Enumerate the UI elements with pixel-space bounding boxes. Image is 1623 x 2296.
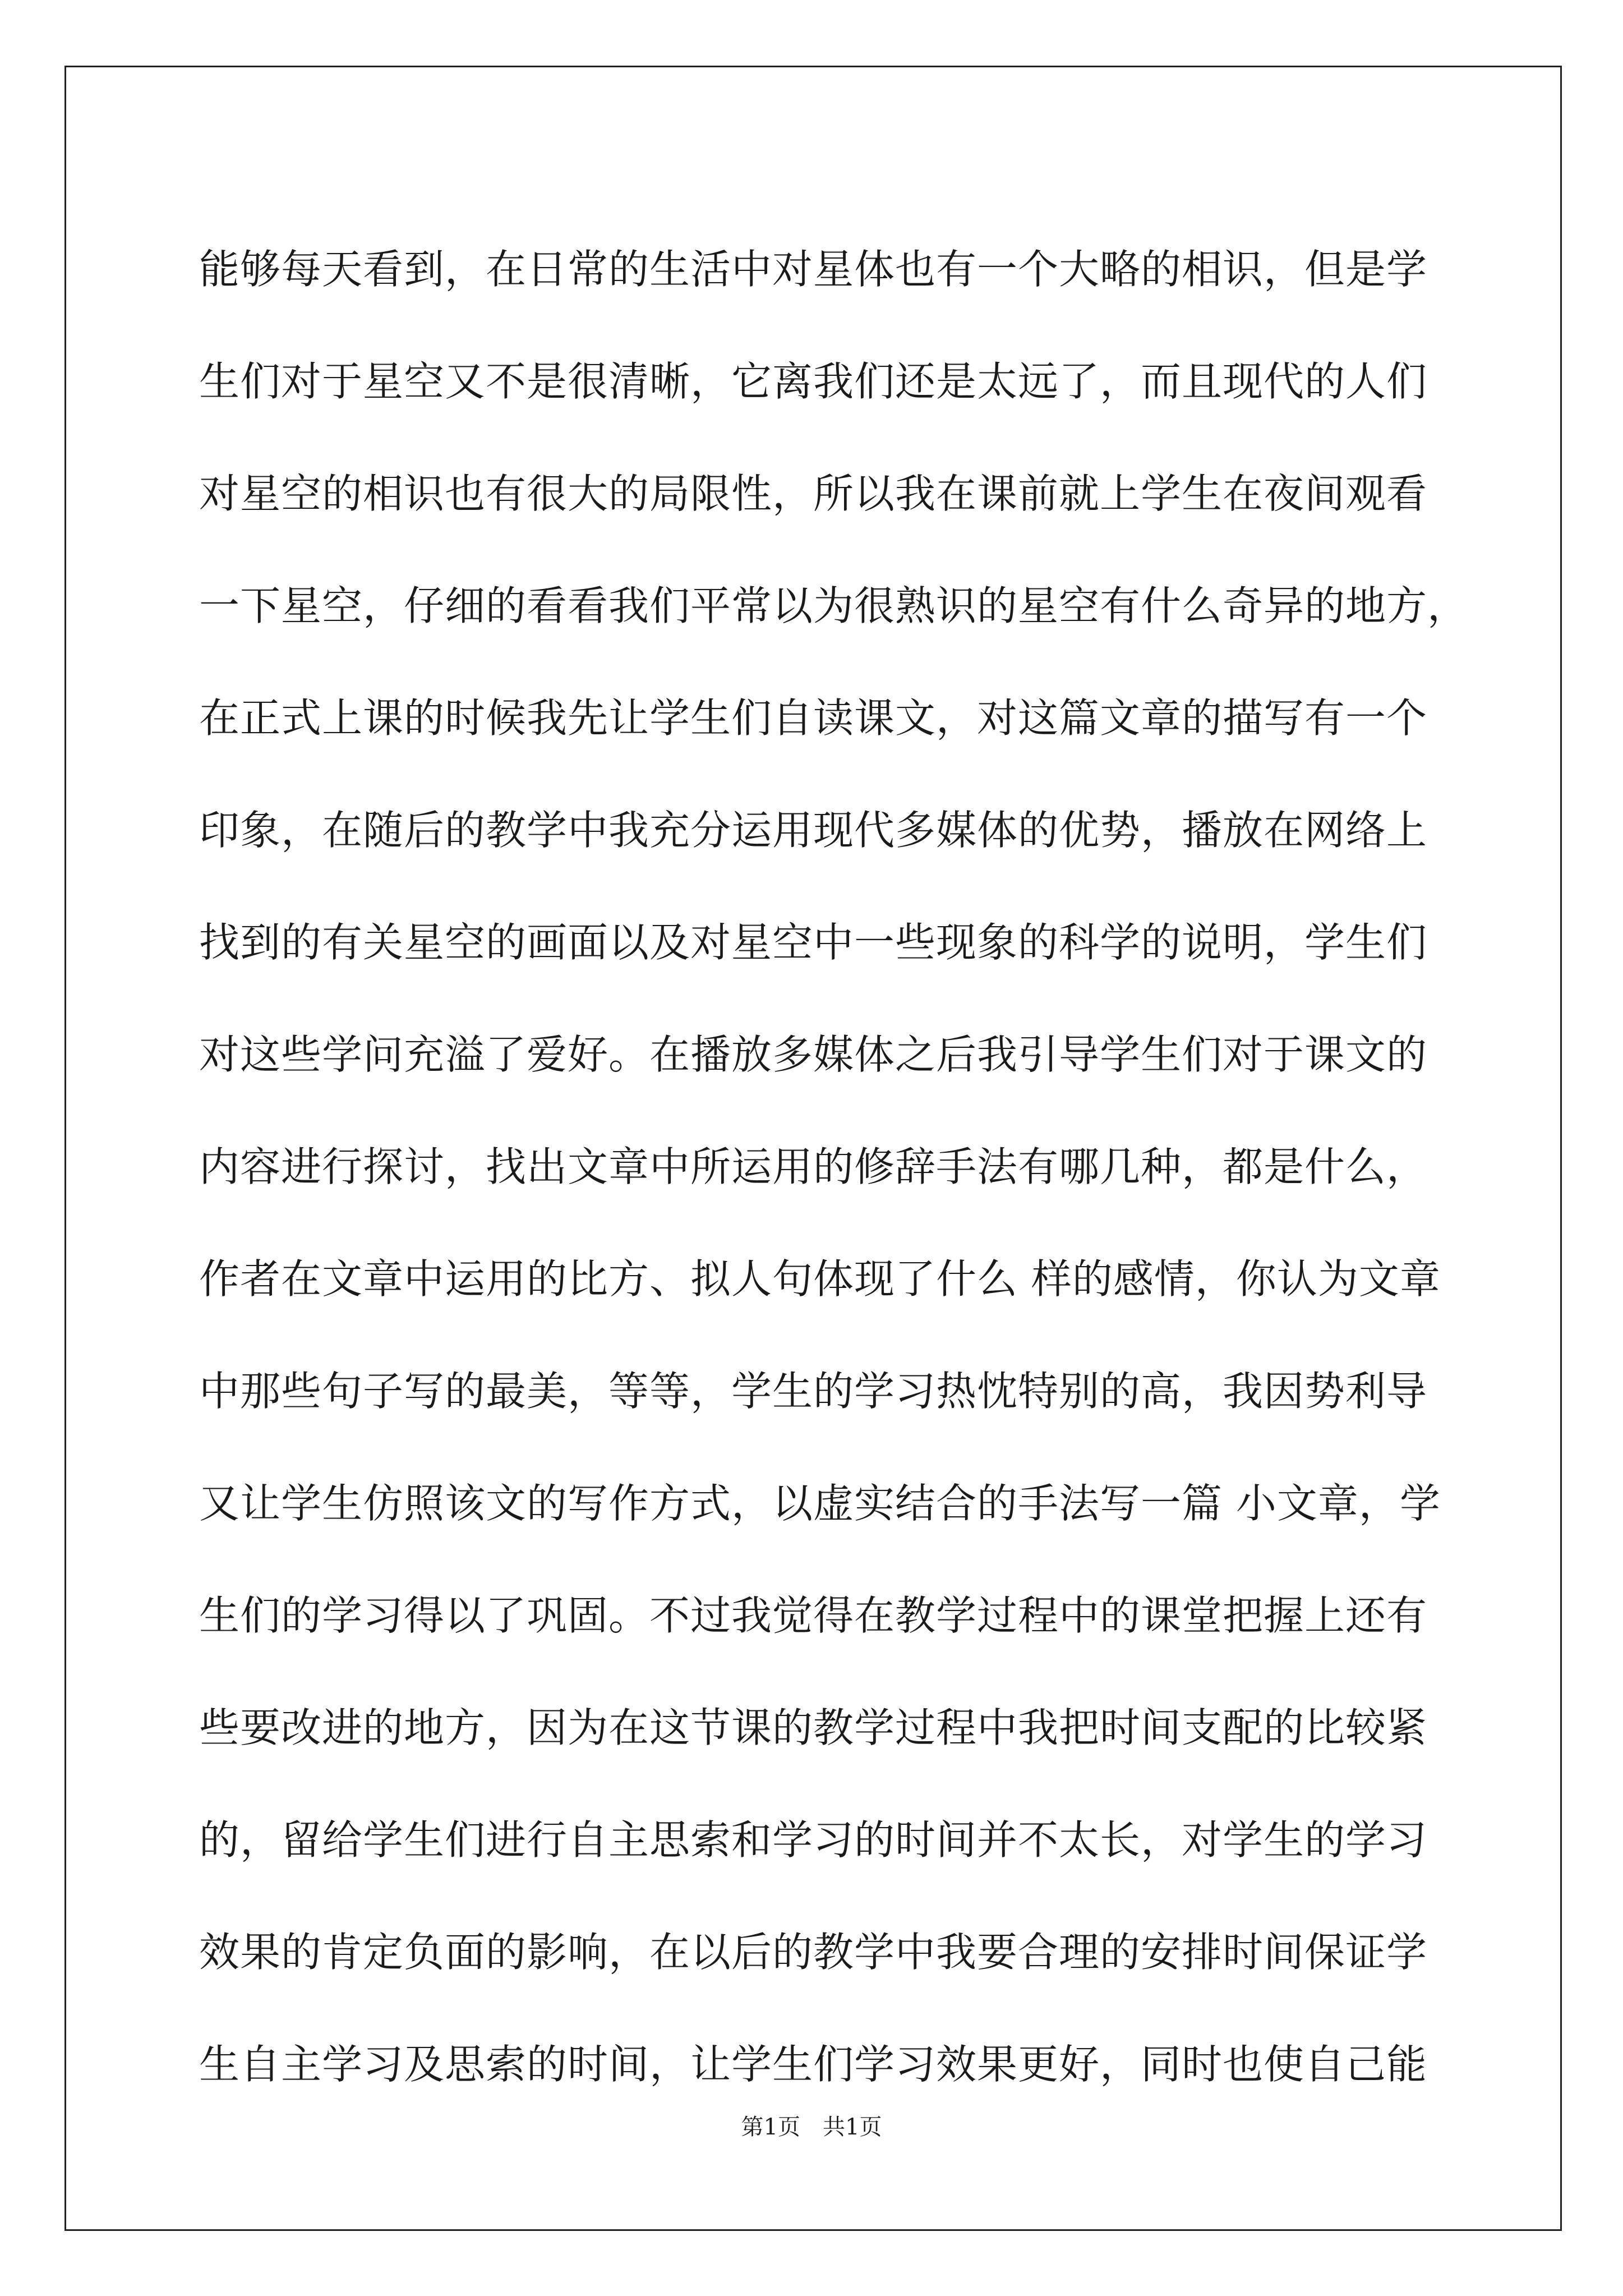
text-line: 对星空的相识也有很大的局限性，所以我在课前就上学生在夜间观看 [199,470,1428,517]
text-line: 生自主学习及思索的时间，让学生们学习效果更好，同时也使自己能 [199,2041,1428,2088]
text-line: 作者在文章中运用的比方、拟人句体现了什么 样的感情，你认为文章 [199,1255,1441,1303]
text-line: 内容进行探讨，找出文章中所运用的修辞手法有哪几种，都是什么， [199,1143,1428,1190]
text-line: 又让学生仿照该文的写作方式，以虚实结合的手法写一篇 小文章，学 [199,1480,1441,1527]
text-line: 效果的肯定负面的影响，在以后的教学中我要合理的安排时间保证学 [199,1929,1428,1976]
text-line: 在正式上课的时候我先让学生们自读课文，对这篇文章的描写有一个 [199,694,1428,742]
text-line: 一下星空，仔细的看看我们平常以为很熟识的星空有什么奇异的地方， [199,582,1469,629]
text-line: 对这些学问充溢了爱好。在播放多媒体之后我引导学生们对于课文的 [199,1031,1428,1078]
text-line: 能够每天看到，在日常的生活中对星体也有一个大略的相识，但是学 [199,246,1428,293]
text-line: 找到的有关星空的画面以及对星空中一些现象的科学的说明，学生们 [199,919,1428,966]
text-line: 些要改进的地方，因为在这节课的教学过程中我把时间支配的比较紧 [199,1704,1428,1751]
document-body [199,213,1469,2120]
text-line: 生们的学习得以了巩固。不过我觉得在教学过程中的课堂把握上还有 [199,1592,1428,1639]
text-line: 的，留给学生们进行自主思索和学习的时间并不太长，对学生的学习 [199,1816,1428,1864]
text-line: 生们对于星空又不是很清晰，它离我们还是太远了，而且现代的人们 [199,358,1428,405]
text-line: 印象，在随后的教学中我充分运用现代多媒体的优势，播放在网络上 [199,807,1428,854]
page-number-footer: 第1页 共1页 [741,2114,882,2140]
text-line: 中那些句子写的最美，等等，学生的学习热忱特别的高，我因势利导 [199,1368,1428,1415]
